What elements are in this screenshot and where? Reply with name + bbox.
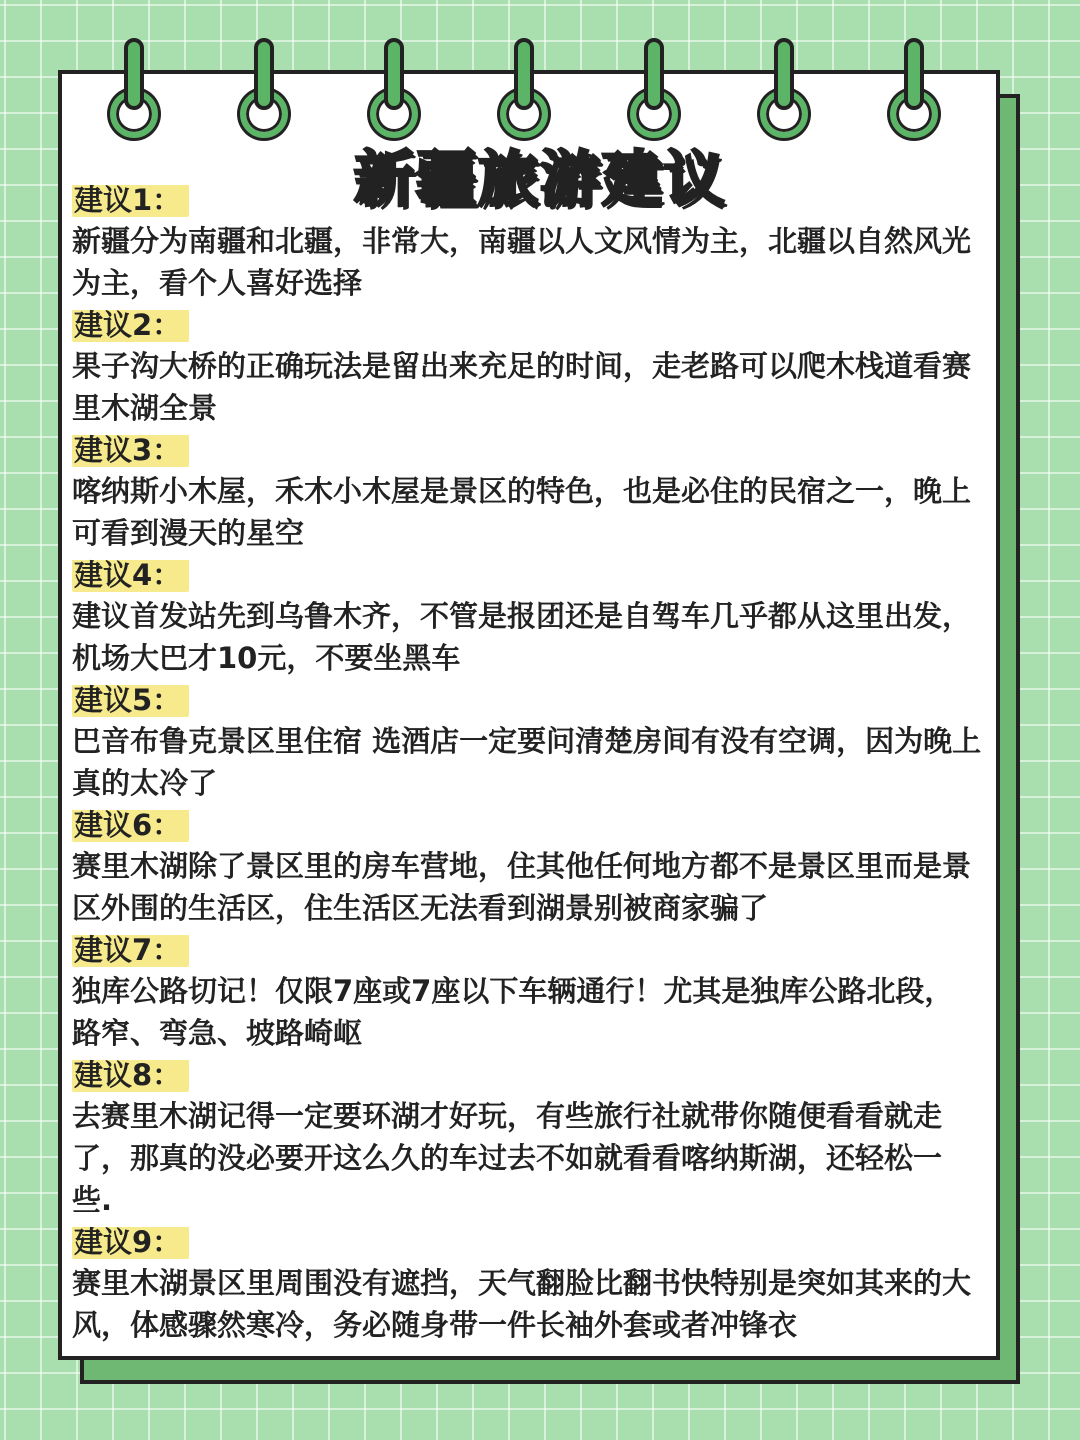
- spiral-ring-icon: [366, 38, 422, 138]
- advice-label: 建议4：: [72, 555, 189, 595]
- advice-item-8: [72, 1055, 982, 1221]
- advice-item-3: [72, 430, 982, 554]
- advice-label: 建议2：: [72, 305, 189, 345]
- advice-text: 去赛里木湖记得一定要环湖才好玩，有些旅行社就带你随便看看就走了，那真的没必要开这么久的车过去不如就看看喀纳斯湖，还轻松一些.: [72, 1099, 943, 1217]
- advice-list: [72, 180, 982, 1347]
- advice-item-4: [72, 555, 982, 679]
- page-title: 新疆旅游建议: [354, 145, 726, 215]
- advice-item-5: [72, 680, 982, 804]
- advice-text: 巴音布鲁克景区里住宿 选酒店一定要问清楚房间有没有空调，因为晚上真的太冷了: [72, 724, 982, 800]
- advice-label: 建议9：: [72, 1222, 189, 1262]
- advice-item-1: [72, 180, 982, 304]
- advice-label: 建议5：: [72, 680, 189, 720]
- advice-text: 喀纳斯小木屋，禾木小木屋是景区的特色，也是必住的民宿之一，晚上可看到漫天的星空: [72, 474, 972, 550]
- advice-item-7: [72, 930, 982, 1054]
- advice-item-6: [72, 805, 982, 929]
- advice-label: 建议7：: [72, 930, 189, 970]
- advice-text: 赛里木湖除了景区里的房车营地，住其他任何地方都不是景区里而是景区外围的生活区，住生活区无法看到湖景别被商家骗了: [72, 849, 972, 925]
- advice-text: 赛里木湖景区里周围没有遮挡，天气翻脸比翻书快特别是突如其来的大风，体感骤然寒冷，务必随身带一件长袖外套或者冲锋衣: [72, 1266, 972, 1342]
- advice-text: 建议首发站先到乌鲁木齐，不管是报团还是自驾车几乎都从这里出发，机场大巴才10元，不要坐黑车: [72, 599, 972, 675]
- advice-text: 独库公路切记！仅限7座或7座以下车辆通行！尤其是独库公路北段，路窄、弯急、坡路崎岖: [72, 974, 954, 1050]
- advice-text: 果子沟大桥的正确玩法是留出来充足的时间，走老路可以爬木栈道看赛里木湖全景: [72, 349, 972, 425]
- advice-item-2: [72, 305, 982, 429]
- advice-item-9: [72, 1222, 982, 1346]
- advice-label: 建议6：: [72, 805, 189, 845]
- advice-text: 新疆分为南疆和北疆，非常大，南疆以人文风情为主，北疆以自然风光为主，看个人喜好选择: [72, 224, 972, 300]
- spiral-ring-icon: [886, 38, 942, 138]
- advice-label: 建议8：: [72, 1055, 189, 1095]
- spiral-ring-icon: [756, 38, 812, 138]
- advice-label: 建议1：: [72, 180, 189, 220]
- spiral-ring-icon: [626, 38, 682, 138]
- advice-label: 建议3：: [72, 430, 189, 470]
- spiral-ring-icon: [106, 38, 162, 138]
- spiral-ring-icon: [236, 38, 292, 138]
- spiral-ring-icon: [496, 38, 552, 138]
